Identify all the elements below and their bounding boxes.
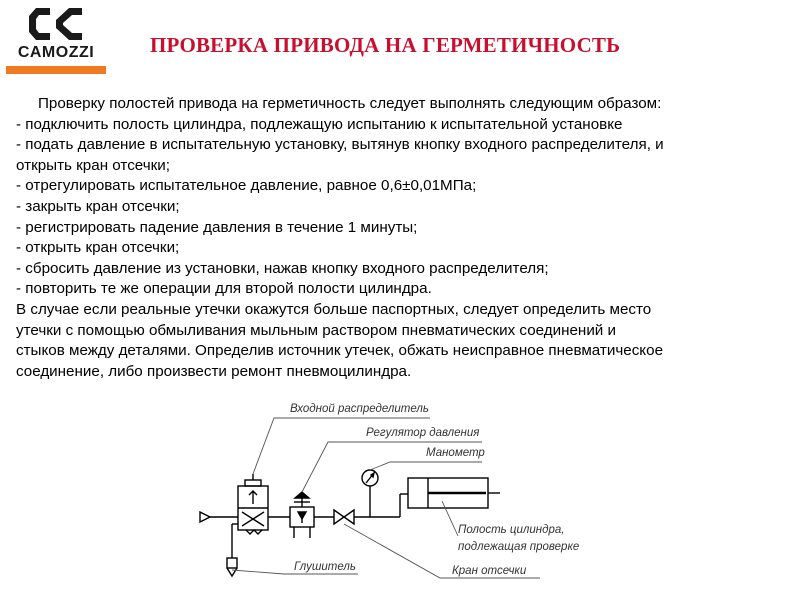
- step-line: - отрегулировать испытательное давление, равное 0,6±0,01МПа;: [16, 177, 477, 195]
- conclusion-line: стыков между деталями. Определив источник утечек, обжать неисправное пневматическое: [16, 342, 664, 360]
- logo-accent-bar: [6, 66, 106, 74]
- step-line: - открыть кран отсечки;: [16, 239, 180, 257]
- intro-line: Проверку полостей привода на герметичность следует выполнять следующим образом:: [38, 95, 662, 112]
- pneumatic-test-schematic: [190, 388, 580, 600]
- label-cylinder-line1: Полость цилиндра,: [458, 524, 565, 536]
- conclusion-line: соединение, либо произвести ремонт пневмоцилиндра.: [16, 362, 412, 380]
- label-silencer: Глушитель: [294, 561, 356, 573]
- camozzi-logo: [4, 2, 108, 78]
- step-line: - подать давление в испытательную установку, вытянув кнопку входного распределителя, и: [16, 136, 664, 154]
- label-cylinder-line2: подлежащая проверке: [458, 541, 580, 553]
- step-line: открыть кран отсечки;: [16, 156, 171, 174]
- label-shutoff-valve: Кран отсечки: [452, 565, 527, 577]
- logo-wordmark: CAMOZZI: [17, 44, 95, 61]
- step-line: - регистрировать падение давления в течение 1 минуты;: [16, 218, 418, 236]
- camozzi-logo-icon: [26, 4, 86, 44]
- step-line: - повторить те же операции для второй полости цилиндра.: [16, 280, 432, 298]
- label-regulator: Регулятор давления: [366, 427, 480, 439]
- conclusion-line: В случае если реальные утечки окажутся больше паспортных, следует определить место: [16, 300, 652, 318]
- label-input-valve: Входной распределитель: [290, 403, 429, 415]
- step-line: - сбросить давление из установки, нажав кнопку входного распределителя;: [16, 259, 549, 277]
- label-gauge: Манометр: [426, 447, 485, 459]
- step-line: - подключить полость цилиндра, подлежащую испытанию к испытательной установке: [16, 115, 623, 133]
- procedure-text: [16, 94, 791, 382]
- conclusion-line: утечки с помощью обмыливания мыльным раствором пневматических соединений и: [16, 321, 616, 339]
- step-line: - закрыть кран отсечки;: [16, 197, 180, 215]
- page-title: ПРОВЕРКА ПРИВОДА НА ГЕРМЕТИЧНОСТЬ: [150, 33, 621, 57]
